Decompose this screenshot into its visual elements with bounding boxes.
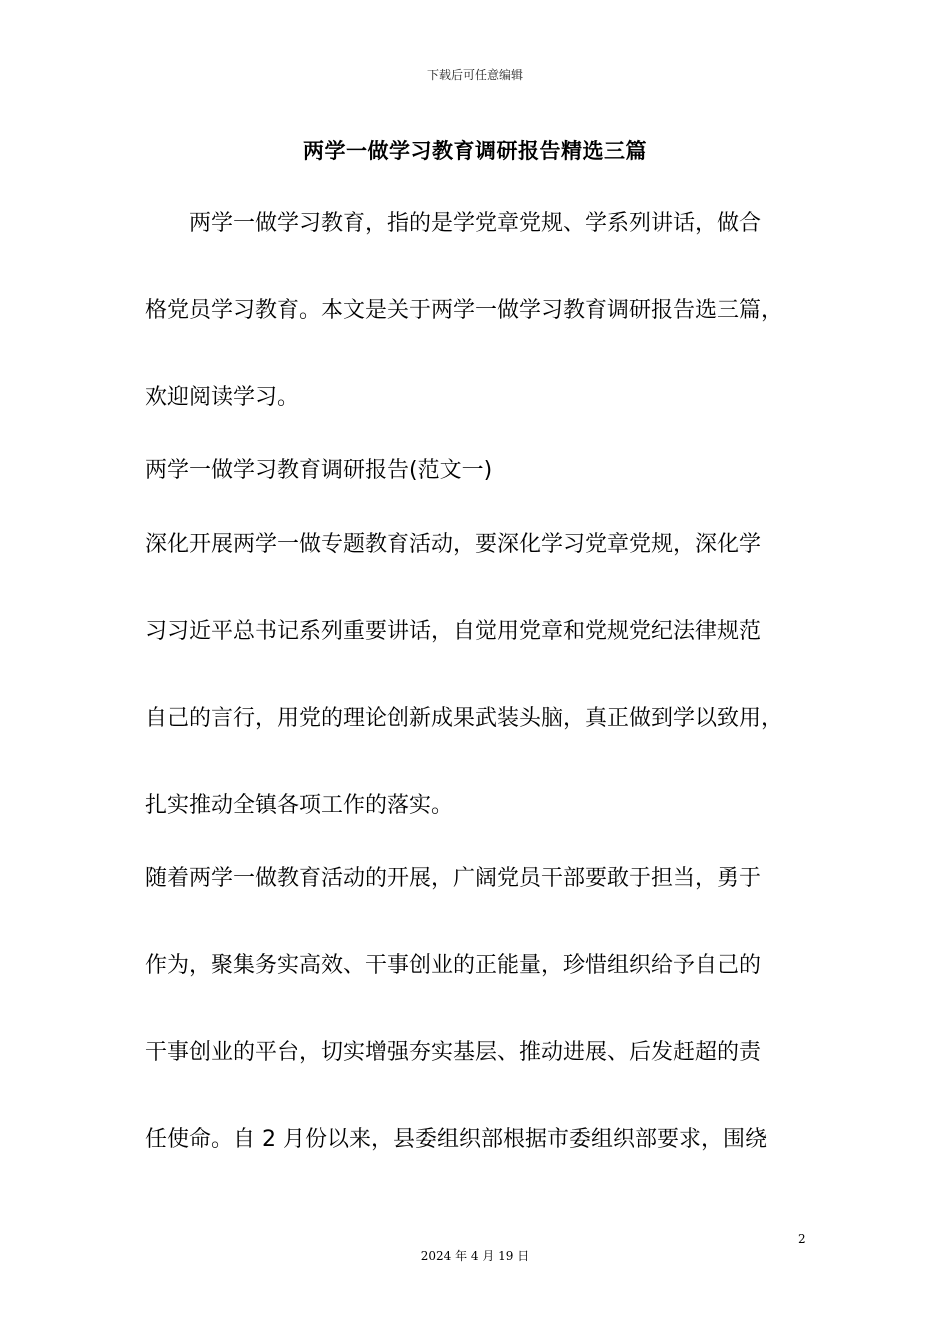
body-line: 自己的言行，用党的理论创新成果武装头脑，真正做到学以致用，	[145, 706, 784, 731]
document-title: 两学一做学习教育调研报告精选三篇	[303, 139, 647, 163]
footer-date: 2024 年 4 月 19 日	[420, 1249, 530, 1263]
body-line: 干事创业的平台，切实增强夯实基层、推动进展、后发赶超的责	[145, 1040, 762, 1065]
section-heading: 两学一做学习教育调研报告(范文一)	[145, 458, 493, 483]
body-line: 深化开展两学一做专题教育活动，要深化学习党章党规，深化学	[145, 532, 762, 557]
body-line: 作为，聚集务实高效、干事创业的正能量，珍惜组织给予自己的	[145, 953, 762, 978]
body-line: 两学一做学习教育，指的是学党章党规、学系列讲话，做合	[145, 211, 762, 236]
header-note: 下载后可任意编辑	[426, 68, 523, 82]
body-line: 任使命。自 2 月份以来，县委组织部根据市委组织部要求，围绕	[145, 1127, 767, 1152]
body-line: 格党员学习教育。本文是关于两学一做学习教育调研报告选三篇，	[145, 298, 784, 323]
page-number: 2	[798, 1232, 806, 1246]
body-line: 随着两学一做教育活动的开展，广阔党员干部要敢于担当，勇于	[145, 866, 762, 891]
body-line: 习习近平总书记系列重要讲话，自觉用党章和党规党纪法律规范	[145, 619, 762, 644]
body-line: 欢迎阅读学习。	[145, 385, 300, 410]
body-line: 扎实推动全镇各项工作的落实。	[145, 793, 454, 818]
